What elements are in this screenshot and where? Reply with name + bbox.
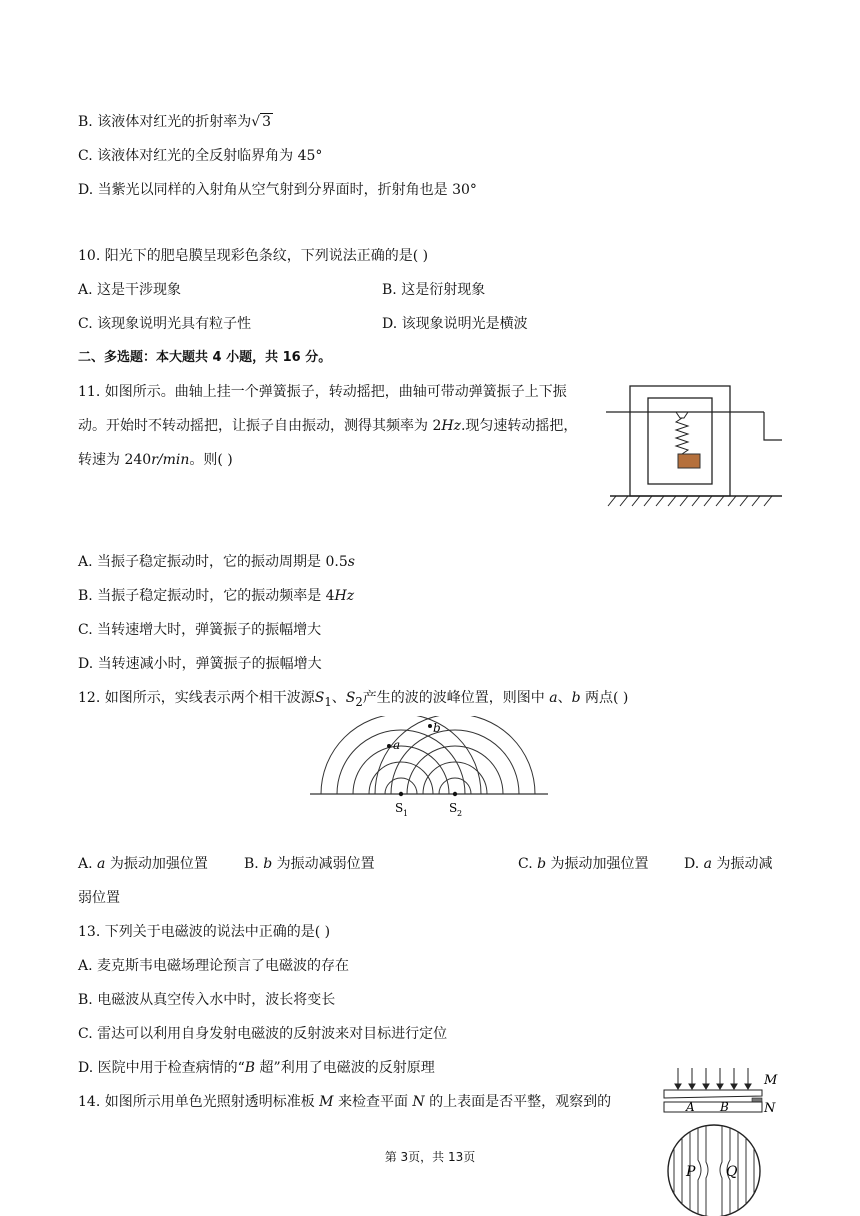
q11-figure [606,382,786,512]
fig-label-n: N [764,1101,776,1116]
q11-option-d: D. 当转速减小时，弹簧振子的振幅增大 [78,656,322,672]
fig-label-s1: S [395,801,404,815]
q11-stem-line3: 转速为 240r/min。则( ) [78,452,233,468]
q13-option-a: A. 麦克斯韦电磁场理论预言了电磁波的存在 [78,958,350,974]
q11-stem-line2: 动。开始时不转动摇把，让振子自由振动，测得其频率为 2Hz.现匀速转动摇把， [78,418,578,434]
fig-label-s1-sub: 1 [403,809,409,818]
section-heading: 二、多选题：本大题共 4 小题，共 16 分。 [78,350,332,365]
q13-option-c: C. 雷达可以利用自身发射电磁波的反射波来对目标进行定位 [78,1026,448,1042]
q12-option-d: D. a 为振动减 [684,856,773,872]
q9-option-d: D. 当紫光以同样的入射角从空气射到分界面时，折射角也是 30° [78,182,477,198]
q10-option-d: D. 该现象说明光是横波 [382,316,528,332]
q13-stem: 13. 下列关于电磁波的说法中正确的是( ) [78,924,331,940]
page-footer: 第 3页，共 13页 [384,1150,476,1164]
q12-option-c: C. b 为振动加强位置 [518,856,649,872]
q12-interference-figure [306,716,556,826]
fig-label-q: Q [726,1164,738,1180]
q10-option-c: C. 该现象说明光具有粒子性 [78,316,252,332]
q11-option-a: A. 当振子稳定振动时，它的振动周期是 0.5s [78,554,355,570]
q12-option-d-wrap: 弱位置 [78,890,120,906]
q9-option-c: C. 该液体对红光的全反射临界角为 45° [78,148,323,164]
fig-label-p: P [686,1164,696,1180]
fig-label-s2-sub: 2 [457,809,463,818]
sqrt-symbol: √ 3 [251,114,272,130]
q14-fringe-figure [664,1124,764,1216]
fig-label-a: A [686,1100,695,1114]
q10-option-b: B. 这是衍射现象 [382,282,486,298]
q11-option-c: C. 当转速增大时，弹簧振子的振幅增大 [78,622,322,638]
fig-label-a: a [393,738,401,752]
q13-option-b: B. 电磁波从真空传入水中时，波长将变长 [78,992,336,1008]
q14-plate-figure [660,1066,784,1118]
q9-option-b: B. 该液体对红光的折射率为√ 3 [78,114,272,130]
q14-stem: 14. 如图所示用单色光照射透明标准板 M 来检查平面 N 的上表面是否平整，观察到的 [78,1094,612,1110]
q12-option-b: B. b 为振动减弱位置 [244,856,375,872]
fig-label-m: M [764,1073,778,1088]
fig-label-b: B [720,1100,729,1114]
q10-stem: 10. 阳光下的肥皂膜呈现彩色条纹，下列说法正确的是( ) [78,248,429,264]
q12-stem: 12. 如图所示，实线表示两个相干波源$S_1$、$S_2$产生的波的波峰位置，则图中 a、b 两点( ) [78,690,629,709]
q13-option-d: D. 医院中用于检查病情的“B 超”利用了电磁波的反射原理 [78,1060,435,1076]
q10-option-a: A. 这是干涉现象 [78,282,182,298]
q11-option-b: B. 当振子稳定振动时，它的振动频率是 4Hz [78,588,355,604]
fig-label-s2: S [449,801,458,815]
q11-stem-line1: 11. 如图所示。曲轴上挂一个弹簧振子，转动摇把，曲轴可带动弹簧振子上下振 [78,384,567,400]
q12-option-a: A. a 为振动加强位置 [78,856,208,872]
fig-label-b: b [433,721,441,735]
